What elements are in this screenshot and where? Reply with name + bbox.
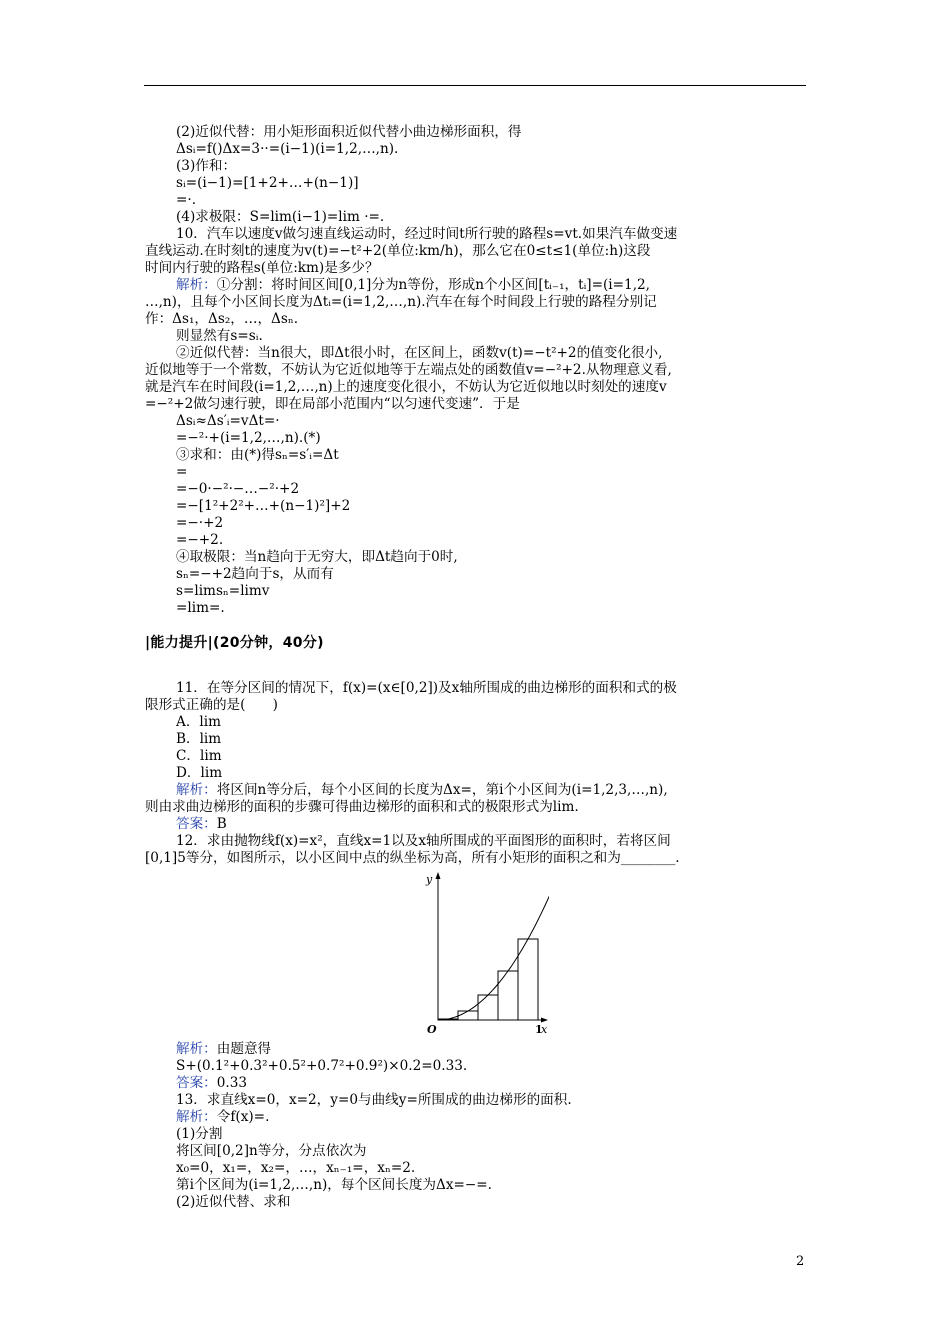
line-text: (2)近似代替、求和: [176, 1194, 291, 1210]
text-line: [145, 498, 810, 515]
x-axis-label: x: [541, 1023, 548, 1036]
line-text: 则显然有s=sᵢ.: [176, 328, 263, 344]
line-text: sᵢ=(i−1)=[1+2+…+(n−1)]: [176, 175, 359, 191]
text-line: [145, 447, 810, 464]
text-line: [145, 532, 810, 549]
text-line: [145, 1075, 810, 1092]
text-line: [145, 566, 810, 583]
text-line: [145, 124, 810, 141]
parabola-rectangles-figure: [145, 867, 810, 1041]
text-line: [145, 362, 810, 379]
text-line: [145, 697, 810, 714]
line-text: 则由求曲边梯形的面积的步骤可得曲边梯形的面积和式的极限形式为lim.: [145, 799, 579, 815]
text-line: [145, 158, 810, 175]
text-line: [145, 226, 810, 243]
line-text: 将区间[0,2]n等分，分点依次为: [176, 1143, 367, 1159]
text-line: [145, 765, 810, 782]
line-text: 将区间n等分后，每个小区间的长度为Δx=，第i个小区间为(i=1,2,3,…,n),: [216, 782, 668, 798]
rectangle-bar: [478, 995, 498, 1020]
line-text: D．lim: [176, 765, 223, 781]
line-text: 时间内行驶的路程s(单位:km)是多少？: [145, 260, 379, 276]
line-text: 0.33: [216, 1075, 248, 1091]
text-line: [145, 583, 810, 600]
text-line: [145, 850, 810, 867]
text-line: [145, 311, 810, 328]
line-text: B．lim: [176, 731, 222, 747]
text-line: [145, 379, 810, 396]
line-text: (2)近似代替：用小矩形面积近似代替小曲边梯形面积，得: [176, 124, 522, 140]
line-text: ④取极限：当n趋向于无穷大，即Δt趋向于0时,: [176, 549, 458, 565]
text-line: [145, 294, 810, 311]
text-line: [145, 430, 810, 447]
document-body: [145, 124, 810, 1211]
origin-label: O: [427, 1023, 437, 1036]
solution-part-1: [145, 124, 810, 617]
text-line: [145, 833, 810, 850]
line-text: s=limsₙ=limv: [176, 583, 270, 599]
answer-label: 解析：: [176, 782, 217, 798]
text-line: [145, 680, 810, 697]
line-text: (3)作和：: [176, 158, 237, 174]
solution-part-3: [145, 1041, 810, 1211]
text-line: [145, 1058, 810, 1075]
text-line: [145, 1194, 810, 1211]
line-text: 限形式正确的是( ): [145, 697, 278, 713]
line-text: 13．求直线x=0，x=2，y=0与曲线y=所围成的曲边梯形的面积.: [176, 1092, 572, 1108]
text-line: [145, 464, 810, 481]
answer-label: 解析：: [176, 277, 217, 293]
section-header: |能力提升|(20分钟，40分): [145, 635, 324, 651]
page-number: 2: [796, 1254, 805, 1269]
answer-label: 答案：: [176, 816, 217, 832]
line-text: 10．汽车以速度v做匀速直线运动时，经过时间t所行驶的路程s=vt.如果汽车做变速: [176, 226, 678, 242]
text-line: [145, 175, 810, 192]
answer-label: 解析：: [176, 1041, 217, 1057]
text-line: [145, 209, 810, 226]
text-line: [145, 515, 810, 532]
text-line: [145, 192, 810, 209]
line-text: =: [176, 464, 188, 480]
text-line: [145, 1143, 810, 1160]
line-text: 12．求由抛物线f(x)=x²，直线x=1以及x轴所围成的平面图形的面积时，若将区间: [176, 833, 671, 849]
y-axis-label: y: [426, 873, 433, 886]
text-line: [145, 748, 810, 765]
text-line: [145, 816, 810, 833]
text-line: [145, 260, 810, 277]
line-text: =−+2.: [176, 532, 224, 548]
text-line: [145, 243, 810, 260]
text-line: [145, 396, 810, 413]
text-line: [145, 782, 810, 799]
text-line: [145, 277, 810, 294]
line-text: =lim=.: [176, 600, 225, 616]
line-text: S+(0.1²+0.3²+0.5²+0.7²+0.9²)×0.2=0.33.: [176, 1058, 468, 1074]
parabola-curve: [438, 881, 549, 1020]
line-text: …,n)，且每个小区间长度为Δtᵢ=(i=1,2,…,n).汽车在每个时间段上行驶的路程分别记: [145, 294, 657, 310]
text-line: [145, 1160, 810, 1177]
rectangle-bar: [498, 971, 518, 1020]
text-line: [145, 328, 810, 345]
line-text: ①分割：将时间区间[0,1]分为n等份，形成n个小区间[tᵢ₋₁，tᵢ]=(i=1,2,: [216, 277, 650, 293]
text-line: [145, 141, 810, 158]
text-line: [145, 1177, 810, 1194]
text-line: [145, 714, 810, 731]
line-text: ③求和：由(*)得sₙ=s′ᵢ=Δt: [176, 447, 339, 463]
line-text: 就是汽车在时间段(i=1,2,…,n)上的速度变化很小，不妨认为它近似地以时刻处的速度v: [145, 379, 667, 395]
rectangle-bar: [458, 1011, 478, 1020]
x-one-tick-label: 1: [535, 1023, 543, 1036]
header-rule: [144, 85, 806, 86]
line-text: 第i个区间为(i=1,2,…,n)，每个区间长度为Δx=−=.: [176, 1177, 492, 1193]
line-text: B: [216, 816, 227, 832]
line-text: =−[1²+2²+…+(n−1)²]+2: [176, 498, 351, 514]
text-line: [145, 1109, 810, 1126]
text-line: [145, 413, 810, 430]
y-arrow-icon: [436, 872, 441, 879]
answer-label: 解析：: [176, 1109, 217, 1125]
text-line: [145, 345, 810, 362]
line-text: (4)求极限：S=lim(i−1)=lim ·=.: [176, 209, 385, 225]
line-text: [0,1]5等分，如图所示，以小区间中点的纵坐标为高，所有小矩形的面积之和为________.: [145, 850, 680, 866]
line-text: =−0·−²·−…−²·+2: [176, 481, 300, 497]
line-text: C．lim: [176, 748, 222, 764]
line-text: =−²+2做匀速行驶，即在局部小范围内“以匀速代变速”．于是: [145, 396, 520, 412]
text-line: [145, 600, 810, 617]
line-text: sₙ=−+2趋向于s，从而有: [176, 566, 334, 582]
x-arrow-icon: [541, 1018, 548, 1023]
line-text: 近似地等于一个常数，不妨认为它近似地等于左端点处的函数值v=−²+2.从物理意义看,: [145, 362, 672, 378]
answer-label: 答案：: [176, 1075, 217, 1091]
line-text: A．lim: [176, 714, 221, 730]
text-line: [145, 799, 810, 816]
line-text: 由题意得: [216, 1041, 272, 1057]
line-text: x₀=0，x₁=，x₂=，…，xₙ₋₁=，xₙ=2.: [176, 1160, 416, 1176]
text-line: [145, 481, 810, 498]
text-line: [145, 1041, 810, 1058]
line-text: =−²·+(i=1,2,…,n).(*): [176, 430, 321, 446]
line-text: =·.: [176, 192, 197, 208]
line-text: ②近似代替：当n很大，即Δt很小时，在区间上，函数v(t)=−t²+2的值变化很小,: [176, 345, 663, 361]
figure-svg: [424, 871, 549, 1039]
line-text: 令f(x)=.: [216, 1109, 270, 1125]
text-line: [145, 731, 810, 748]
line-text: Δsᵢ=f()Δx=3··=(i−1)(i=1,2,…,n).: [176, 141, 399, 157]
text-line: [145, 1126, 810, 1143]
exercise-part-2: [145, 680, 810, 867]
line-text: 11．在等分区间的情况下，f(x)=(x∈[0,2])及x轴所围成的曲边梯形的面积和式的极: [176, 680, 677, 696]
text-line: [145, 549, 810, 566]
line-text: 直线运动.在时刻t的速度为v(t)=−t²+2(单位:km/h)，那么它在0≤t≤1(单位:h)这段: [145, 243, 651, 259]
line-text: (1)分割: [176, 1126, 223, 1142]
text-line: [145, 1092, 810, 1109]
line-text: Δsᵢ≈Δs′ᵢ=vΔt=·: [176, 413, 280, 429]
line-text: 作：Δs₁，Δs₂，…，Δsₙ.: [145, 311, 299, 327]
line-text: =−·+2: [176, 515, 224, 531]
